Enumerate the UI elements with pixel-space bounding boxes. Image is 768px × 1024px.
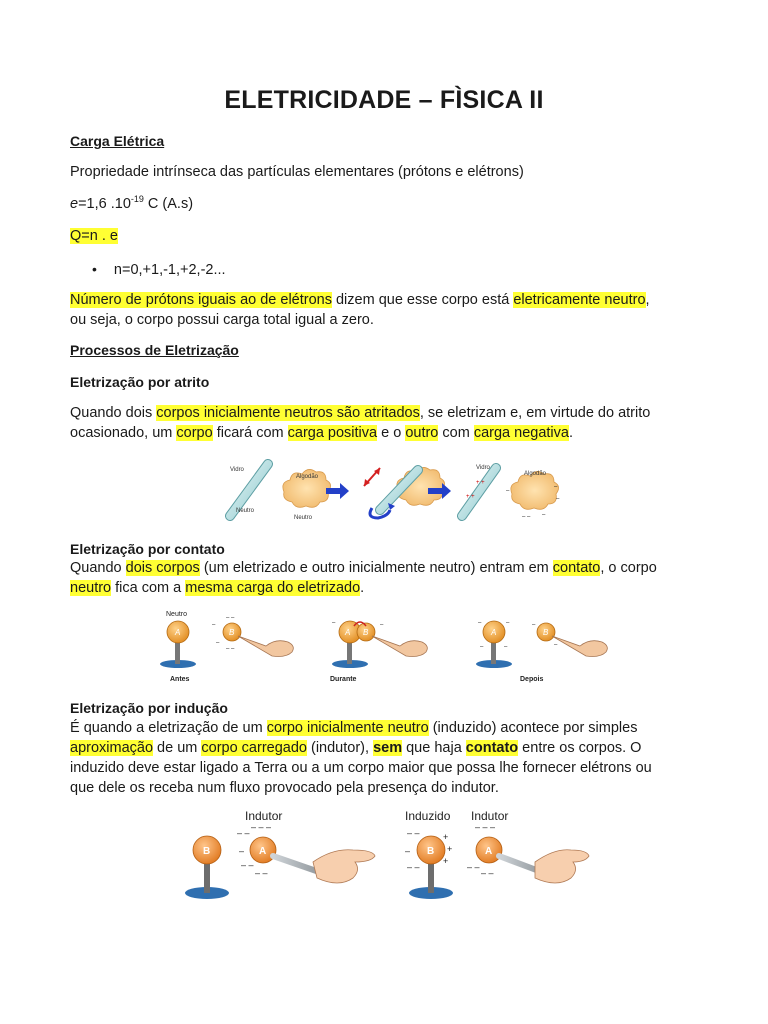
highlight-neutro: eletricamente neutro xyxy=(513,292,646,308)
svg-text:–: – xyxy=(556,496,560,502)
ball-label-b: B xyxy=(203,846,211,857)
contato-durante xyxy=(330,620,427,683)
text-fragment: . xyxy=(360,580,365,596)
text-fragment: (indutor), xyxy=(306,740,374,756)
paragraph-inducao-line3: induzido deve estar ligado a Terra ou a um corpo maior que possa lhe fornecer elétrons ou xyxy=(70,760,652,776)
text-fragment: com xyxy=(438,425,474,441)
svg-text:A: A xyxy=(345,628,351,637)
svg-text:–: – xyxy=(380,622,384,628)
e-symbol: e xyxy=(70,196,79,212)
paragraph-atrito-line2 xyxy=(70,423,573,443)
label-indutor-2: Indutor xyxy=(471,809,509,823)
svg-text:–: – xyxy=(504,644,508,650)
contato-antes xyxy=(160,611,293,683)
label-durante: Durante xyxy=(330,676,357,683)
text-fragment: entre os corpos. O xyxy=(518,740,642,756)
highlight-carga-negativa: carga negativa xyxy=(473,425,569,441)
svg-text:–: – xyxy=(532,622,536,628)
highlight-contato: contato xyxy=(465,740,519,756)
bullet-text: n=0,+1,-1,+2,-2... xyxy=(113,262,226,278)
highlight-atritados: corpos inicialmente neutros são atritados xyxy=(156,405,420,421)
bullet-dot-icon: • xyxy=(92,261,97,277)
text-fragment: Quando dois xyxy=(70,405,157,421)
svg-text:A: A xyxy=(259,846,267,857)
label-algodao-1: Algodão xyxy=(296,474,319,480)
svg-text:–: – xyxy=(216,640,220,646)
paragraph-e-value xyxy=(70,194,193,214)
contato-figure xyxy=(150,606,620,684)
hand-icon xyxy=(238,636,293,657)
text-fragment: e o xyxy=(377,425,406,441)
paragraph-inducao-line4: que dele os receba num fluxo provocado pela presença do indutor. xyxy=(70,780,499,796)
inducao-right xyxy=(405,809,589,899)
label-vidro-2: Vidro xyxy=(476,465,490,471)
paragraph-atrito-line1 xyxy=(70,403,650,423)
highlight-neutro: neutro xyxy=(70,580,112,596)
e-exponent: -19 xyxy=(130,194,144,205)
inducao-left xyxy=(185,809,375,899)
highlight-corpo: corpo xyxy=(176,425,213,441)
text-fragment: fica com a xyxy=(111,580,186,596)
highlight-aproximacao: aproximação xyxy=(70,740,154,756)
svg-text:– –: – – xyxy=(407,828,420,838)
heading-contato: Eletrização por contato xyxy=(70,541,225,557)
paragraph-contato-line1 xyxy=(70,558,657,578)
label-algodao-2: Algodão xyxy=(524,471,547,477)
ball-label-b: B xyxy=(229,628,235,637)
svg-text:B: B xyxy=(363,628,369,637)
svg-text:–: – xyxy=(478,620,482,626)
svg-text:– –: – – xyxy=(522,514,531,520)
svg-text:– – –: – – – xyxy=(475,822,496,832)
svg-text:–: – xyxy=(542,512,546,518)
text-fragment: de um xyxy=(153,740,202,756)
highlight-carga-positiva: carga positiva xyxy=(287,425,378,441)
paragraph-neutral-line2: ou seja, o corpo possui carga total igual a zero. xyxy=(70,312,374,328)
svg-text:– –: – – xyxy=(226,646,235,652)
svg-text:– –: – – xyxy=(226,615,235,621)
svg-text:–: – xyxy=(212,622,216,628)
atrito-figure xyxy=(222,458,562,526)
highlight-dois-corpos: dois corpos xyxy=(125,560,200,576)
formula-highlight: Q=n . e xyxy=(70,228,118,244)
text-fragment: , xyxy=(645,292,650,308)
charged-glass-rod-icon xyxy=(462,468,496,516)
svg-text:+: + xyxy=(443,832,449,842)
svg-text:+ +: + + xyxy=(476,480,485,486)
heading-processos: Processos de Eletrização xyxy=(70,342,239,358)
svg-text:– –: – – xyxy=(241,860,254,870)
heading-inducao: Eletrização por indução xyxy=(70,700,228,716)
label-depois: Depois xyxy=(520,676,544,683)
contato-depois xyxy=(476,620,607,683)
svg-text:A: A xyxy=(485,846,493,857)
text-fragment: ficará com xyxy=(212,425,288,441)
svg-text:+: + xyxy=(447,844,453,854)
svg-text:–: – xyxy=(480,644,484,650)
text-fragment: , o corpo xyxy=(600,560,657,576)
label-antes: Antes xyxy=(170,676,190,683)
text-fragment: ocasionado, um xyxy=(70,425,177,441)
paragraph-contato-line2 xyxy=(70,578,364,598)
svg-text:– –: – – xyxy=(237,828,250,838)
paragraph-definition: Propriedade intrínseca das partículas elementares (prótons e elétrons) xyxy=(70,164,524,180)
svg-text:–: – xyxy=(554,642,558,648)
hand-icon xyxy=(552,636,607,657)
paragraph-neutral-line1 xyxy=(70,290,650,310)
label-neutro-1: Neutro xyxy=(236,508,255,514)
svg-text:– – –: – – – xyxy=(251,822,272,832)
svg-text:– –: – – xyxy=(407,862,420,872)
hand-icon xyxy=(535,850,589,883)
label-neutro-2: Neutro xyxy=(294,515,313,521)
e-value: =1,6 .10 xyxy=(78,196,131,212)
highlight-contato: contato xyxy=(552,560,601,576)
highlight-corpo-neutro: corpo inicialmente neutro xyxy=(266,720,429,736)
paragraph-formula xyxy=(70,226,118,246)
text-fragment: (um eletrizado e outro inicialmente neutro) entram em xyxy=(199,560,553,576)
heading-carga-eletrica: Carga Elétrica xyxy=(70,133,165,149)
label-vidro-1: Vidro xyxy=(230,467,244,473)
svg-text:+: + xyxy=(443,856,449,866)
text-fragment: Quando xyxy=(70,560,126,576)
text-fragment: que haja xyxy=(402,740,466,756)
label-neutro: Neutro xyxy=(166,611,188,618)
paragraph-inducao-line1 xyxy=(70,718,637,738)
svg-text:–: – xyxy=(239,846,245,856)
svg-text:B: B xyxy=(543,628,549,637)
heading-atrito: Eletrização por atrito xyxy=(70,374,210,390)
bullet-list-item xyxy=(92,259,226,280)
highlight-mesma-carga: mesma carga do eletrizado xyxy=(185,580,361,596)
svg-text:–: – xyxy=(405,846,411,856)
svg-text:–: – xyxy=(332,620,336,626)
svg-text:–: – xyxy=(506,620,510,626)
svg-text:– –: – – xyxy=(467,862,480,872)
paragraph-inducao-line2 xyxy=(70,738,641,758)
text-fragment: . xyxy=(568,425,573,441)
text-fragment: , se eletrizam e, em virtude do atrito xyxy=(419,405,651,421)
highlight-corpo-carregado: corpo carregado xyxy=(201,740,307,756)
svg-text:B: B xyxy=(427,846,435,857)
highlight-sem: sem xyxy=(373,740,403,756)
svg-text:– –: – – xyxy=(481,868,494,878)
inducao-figure xyxy=(175,806,595,906)
highlight-outro: outro xyxy=(405,425,439,441)
page-title: ELETRICIDADE – FÌSICA II xyxy=(224,86,544,114)
ball-label-a: A xyxy=(175,628,181,637)
text-fragment: É quando a eletrização de um xyxy=(70,720,267,736)
label-indutor-1: Indutor xyxy=(245,809,283,823)
highlight-protons: Número de prótons iguais ao de elétrons xyxy=(70,292,332,308)
text-fragment: dizem que esse corpo está xyxy=(331,292,514,308)
charged-cotton-icon xyxy=(506,471,560,520)
svg-text:–: – xyxy=(554,484,558,490)
svg-text:–: – xyxy=(506,488,510,494)
svg-text:– –: – – xyxy=(255,868,268,878)
svg-text:A: A xyxy=(491,628,497,637)
label-induzido: Induzido xyxy=(405,809,451,823)
e-unit: C (A.s) xyxy=(143,196,194,212)
text-fragment: (induzido) acontece por simples xyxy=(428,720,638,736)
hand-icon xyxy=(313,850,375,883)
svg-text:+ +: + + xyxy=(466,494,475,500)
hand-icon xyxy=(372,636,427,657)
